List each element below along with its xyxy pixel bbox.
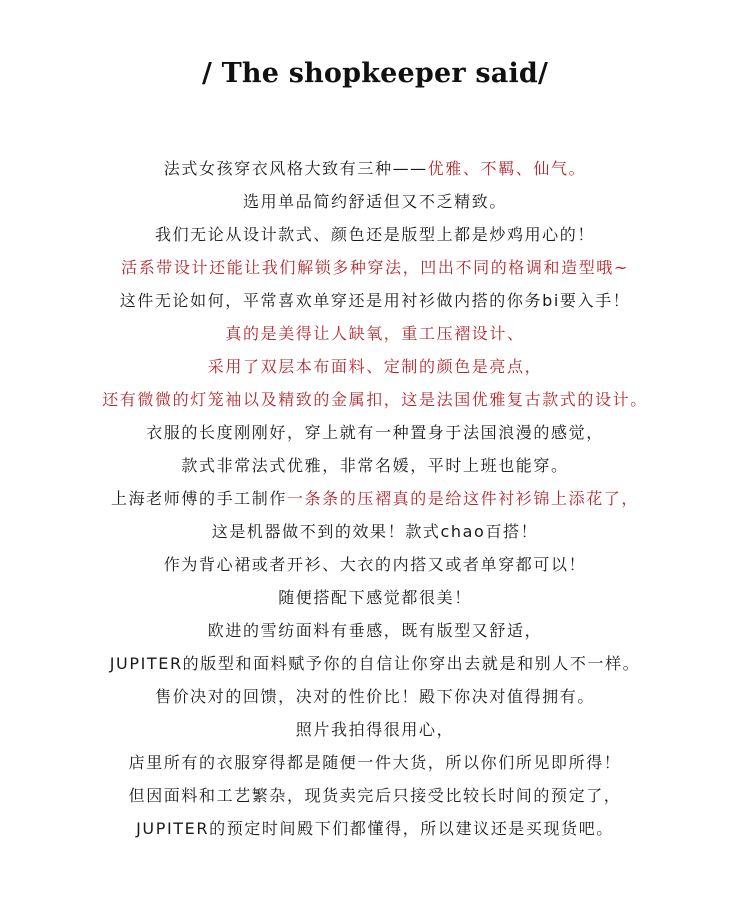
description-line	[0, 416, 750, 449]
description-line	[0, 218, 750, 251]
line-text: 款式非常法式优雅，非常名媛，平时上班也能穿。	[181, 456, 569, 475]
line-text: 欧进的雪纺面料有垂感，既有版型又舒适，	[207, 621, 543, 640]
line-text: 作为背心裙或者开衫、大衣的内搭又或者单穿都可以！	[163, 555, 587, 574]
highlighted-text: 一条条的压褶真的是给这件衬衫锦上添花了，	[287, 489, 640, 508]
highlighted-text: 还有微微的灯笼袖以及精致的金属扣，这是法国优雅复古款式的设计。	[102, 390, 648, 409]
line-text: 衣服的长度刚刚好，穿上就有一种置身于法国浪漫的感觉，	[146, 423, 604, 442]
description-line	[0, 350, 750, 383]
description-line	[0, 317, 750, 350]
description-line	[0, 383, 750, 416]
line-text: 法式女孩穿衣风格大致有三种——	[163, 159, 428, 178]
description-line	[0, 746, 750, 779]
line-text: 上海老师傅的手工制作	[110, 489, 287, 508]
highlighted-text: 优雅、不羁、仙气。	[427, 159, 587, 178]
line-text: 售价决对的回馈，决对的性价比！殿下你决对值得拥有。	[154, 687, 595, 706]
line-text: JUPITER的版型和面料赋予你的自信让你穿出去就是和别人不一样。	[109, 654, 641, 673]
highlighted-text: 活系带设计还能让我们解锁多种穿法，凹出不同的格调和造型哦~	[121, 258, 629, 277]
description-line	[0, 284, 750, 317]
description-line	[0, 185, 750, 218]
description-line	[0, 152, 750, 185]
line-text: 照片我拍得很用心，	[295, 720, 455, 739]
description-line	[0, 449, 750, 482]
description-line	[0, 251, 750, 284]
description-line	[0, 581, 750, 614]
line-text: JUPITER的预定时间殿下们都懂得，所以建议还是买现货吧。	[136, 819, 614, 838]
description-line	[0, 680, 750, 713]
page-title: / The shopkeeper said/	[201, 58, 549, 89]
description-line	[0, 779, 750, 812]
line-text: 随便搭配下感觉都很美！	[278, 588, 472, 607]
highlighted-text: 真的是美得让人缺氧，重工压褶设计、	[225, 324, 525, 343]
line-text: 这件无论如何，平常喜欢单穿还是用衬衫做内搭的你务bi要入手！	[119, 291, 631, 310]
description-line	[0, 614, 750, 647]
description-line	[0, 713, 750, 746]
description-line	[0, 515, 750, 548]
line-text: 这是机器做不到的效果！款式chao百搭！	[211, 522, 539, 541]
highlighted-text: 采用了双层本布面料、定制的颜色是亮点，	[207, 357, 543, 376]
description-line	[0, 647, 750, 680]
description-line	[0, 548, 750, 581]
description-text-block	[0, 152, 750, 845]
description-line	[0, 812, 750, 845]
line-text: 店里所有的衣服穿得都是随便一件大货，所以你们所见即所得！	[128, 753, 622, 772]
description-line	[0, 482, 750, 515]
line-text: 但因面料和工艺繁杂，现货卖完后只接受比较长时间的预定了，	[128, 786, 622, 805]
line-text: 选用单品简约舒适但又不乏精致。	[242, 192, 507, 211]
line-text: 我们无论从设计款式、颜色还是版型上都是炒鸡用心的！	[154, 225, 595, 244]
